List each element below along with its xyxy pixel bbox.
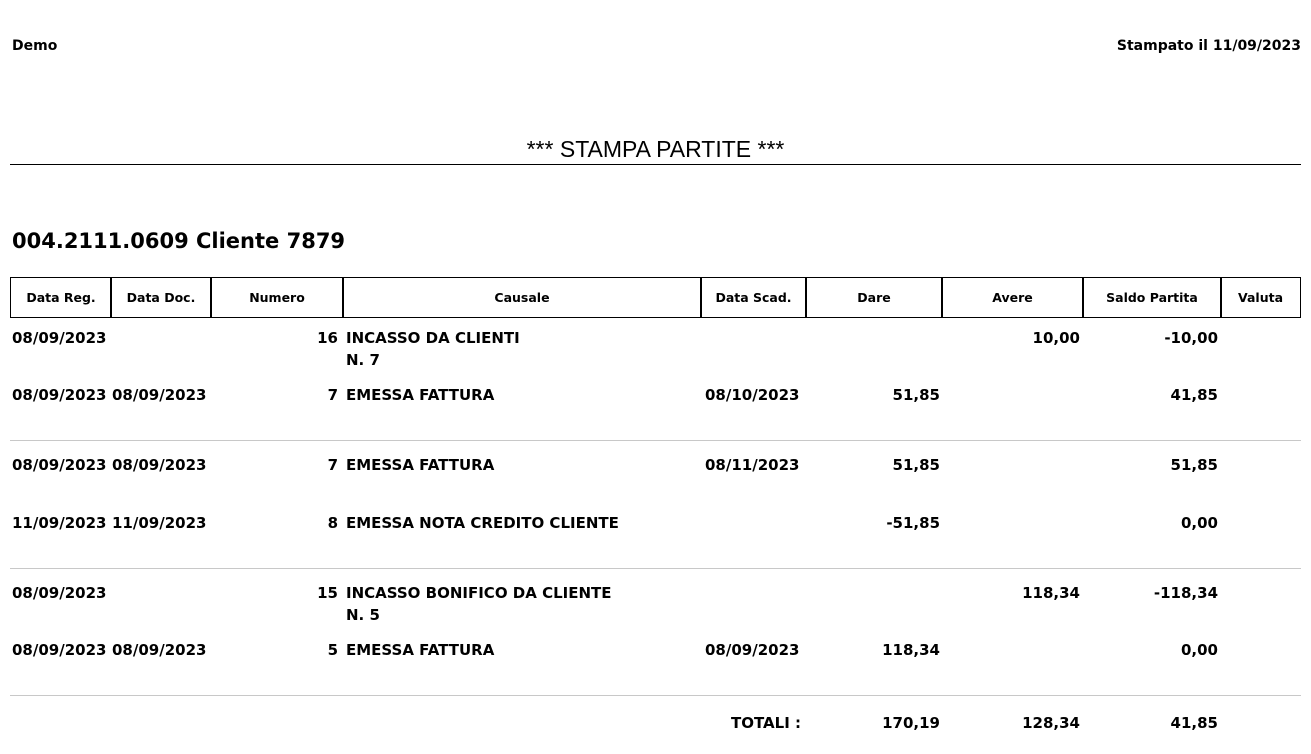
- col-header-data-scad: Data Scad.: [700, 277, 807, 318]
- cell-numero: 16: [317, 329, 338, 347]
- cell-data-scad: 08/11/2023: [705, 456, 800, 474]
- report-title: *** STAMPA PARTITE ***: [526, 136, 785, 162]
- col-header-causale: Causale: [342, 277, 702, 318]
- col-header-data-doc: Data Doc.: [110, 277, 212, 318]
- cell-data-doc: 08/09/2023: [112, 641, 207, 659]
- cell-avere: 118,34: [1022, 584, 1080, 602]
- cell-numero: 7: [327, 386, 338, 404]
- col-header-data-reg: Data Reg.: [10, 277, 112, 318]
- total-avere: 128,34: [1022, 714, 1080, 732]
- company-name: Demo: [12, 38, 58, 54]
- cell-data-scad: 08/10/2023: [705, 386, 800, 404]
- cell-data-reg: 08/09/2023: [12, 456, 107, 474]
- cell-data-reg: 08/09/2023: [12, 584, 107, 602]
- cell-data-reg: 11/09/2023: [12, 514, 107, 532]
- cell-causale: INCASSO BONIFICO DA CLIENTE: [346, 584, 612, 602]
- cell-causale: EMESSA FATTURA: [346, 641, 495, 659]
- col-header-valuta: Valuta: [1220, 277, 1301, 318]
- cell-data-scad: 08/09/2023: [705, 641, 800, 659]
- cell-dare: 51,85: [892, 456, 940, 474]
- total-dare: 170,19: [882, 714, 940, 732]
- cell-data-reg: 08/09/2023: [12, 641, 107, 659]
- cell-numero: 8: [327, 514, 338, 532]
- cell-causale-detail: N. 7: [346, 351, 380, 369]
- cell-saldo: -118,34: [1153, 584, 1218, 602]
- cell-avere: 10,00: [1032, 329, 1080, 347]
- group-separator: [10, 440, 1301, 441]
- col-header-avere: Avere: [941, 277, 1084, 318]
- cell-causale: INCASSO DA CLIENTI: [346, 329, 520, 347]
- cell-saldo: -10,00: [1164, 329, 1218, 347]
- total-saldo: 41,85: [1170, 714, 1218, 732]
- cell-numero: 7: [327, 456, 338, 474]
- group-separator: [10, 695, 1301, 696]
- cell-causale: EMESSA FATTURA: [346, 386, 495, 404]
- cell-saldo: 0,00: [1180, 514, 1218, 532]
- cell-saldo: 41,85: [1170, 386, 1218, 404]
- cell-data-doc: 08/09/2023: [112, 386, 207, 404]
- cell-dare: 51,85: [892, 386, 940, 404]
- cell-dare: -51,85: [886, 514, 940, 532]
- totals-label: TOTALI :: [731, 714, 802, 732]
- title-divider: [10, 164, 1301, 165]
- cell-causale-detail: N. 5: [346, 606, 380, 624]
- group-separator: [10, 568, 1301, 569]
- cell-dare: 118,34: [882, 641, 940, 659]
- cell-data-reg: 08/09/2023: [12, 386, 107, 404]
- account-heading: 004.2111.0609 Cliente 7879: [12, 229, 346, 253]
- col-header-saldo: Saldo Partita: [1082, 277, 1222, 318]
- cell-data-reg: 08/09/2023: [12, 329, 107, 347]
- cell-causale: EMESSA FATTURA: [346, 456, 495, 474]
- cell-data-doc: 08/09/2023: [112, 456, 207, 474]
- cell-numero: 15: [317, 584, 338, 602]
- cell-saldo: 51,85: [1170, 456, 1218, 474]
- cell-numero: 5: [327, 641, 338, 659]
- col-header-dare: Dare: [805, 277, 943, 318]
- cell-saldo: 0,00: [1180, 641, 1218, 659]
- print-date: Stampato il 11/09/2023: [1116, 38, 1301, 54]
- cell-causale: EMESSA NOTA CREDITO CLIENTE: [346, 514, 619, 532]
- cell-data-doc: 11/09/2023: [112, 514, 207, 532]
- col-header-numero: Numero: [210, 277, 344, 318]
